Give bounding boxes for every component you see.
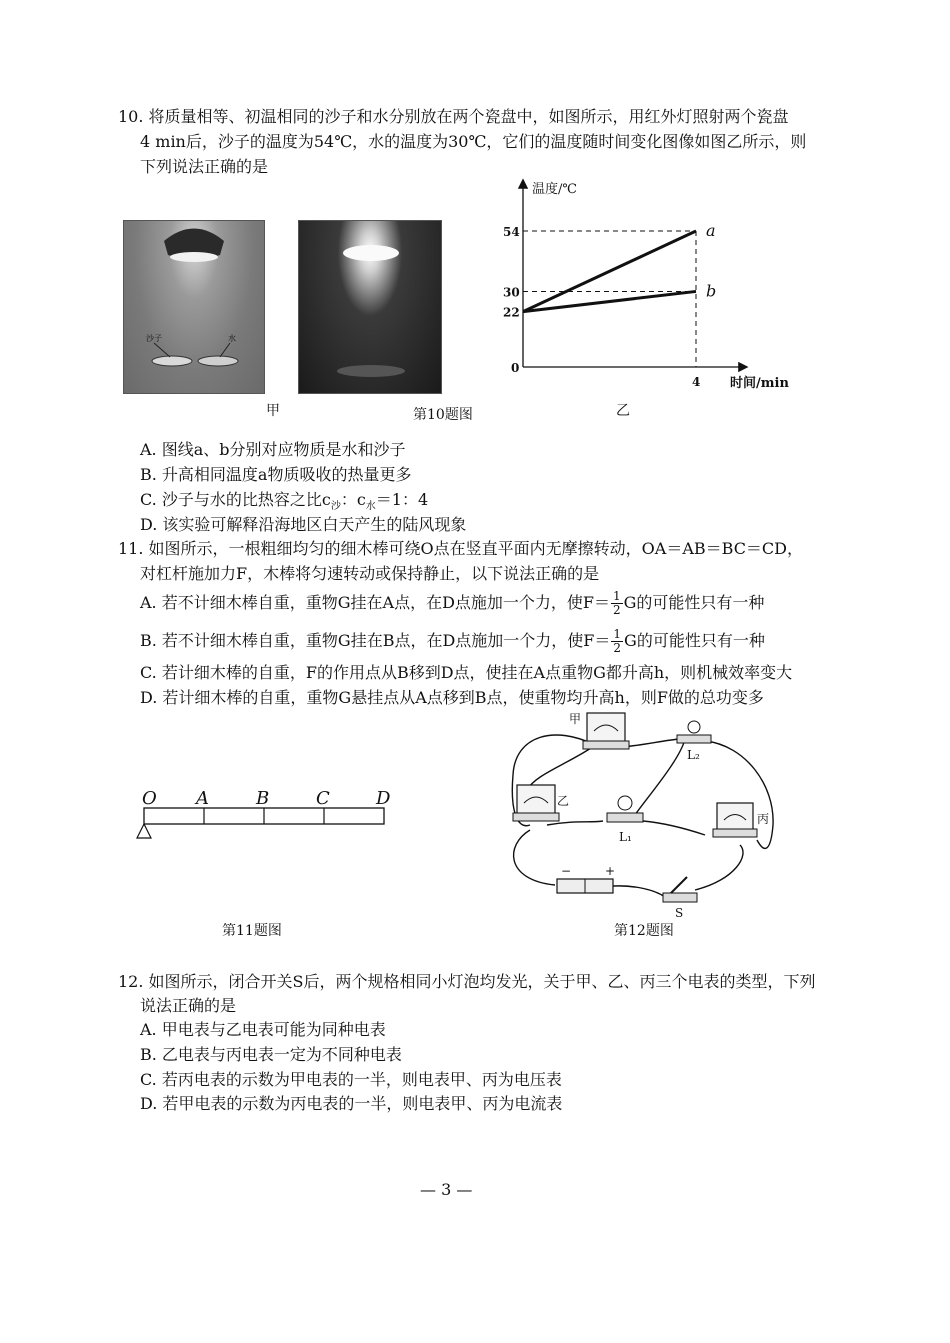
q11-option-d: D. 若计细木棒的自重，重物G悬挂点从A点移到B点，使重物均升高h，则F做的总功变多: [140, 688, 764, 707]
q11-stem-line1: 11. 如图所示，一根粗细均匀的细木棒可绕O点在竖直平面内无摩擦转动，OA＝AB＝BC＝CD，: [118, 539, 804, 558]
q10-temperature-chart: [490, 175, 790, 395]
lever-label-b: B: [256, 788, 270, 809]
q10-photo-jia-1-drawing: [124, 221, 264, 393]
q11-stem-line2: 对杠杆施加力F，木棒将匀速转动或保持静止，以下说法正确的是: [140, 564, 600, 583]
lever-label-a: A: [196, 788, 209, 809]
q10-option-a: A. 图线a、b分别对应物质是水和沙子: [140, 440, 406, 459]
q12-stem-line2: 说法正确的是: [140, 996, 237, 1015]
chart-series-label-a: a: [706, 221, 716, 240]
switch-label-s: S: [675, 906, 684, 920]
lever-label-d: D: [376, 788, 391, 809]
q10-option-c: C. 沙子与水的比热容之比$c_沙$：$c_水=1$：4: [140, 490, 429, 513]
q10-option-d: D. 该实验可解释沿海地区白天产生的陆风现象: [140, 515, 467, 534]
q10-photo-jia-1: [123, 220, 265, 394]
chart-y-tick-22: 22: [503, 305, 520, 320]
q11-option-a: A. 若不计细木棒自重，重物G挂在A点，在D点施加一个力，使F＝ $\frac{1}{2}$ G的可能性只有一种: [140, 589, 765, 617]
battery-minus-label: −: [561, 864, 572, 878]
q10-fig-label-yi: 乙: [616, 403, 630, 419]
lamp-label-l1: L₁: [619, 830, 632, 844]
q10-photo-label-water: 水: [228, 334, 236, 343]
q12-stem-line1: 12. 如图所示，闭合开关S后，两个规格相同小灯泡均发光，关于甲、乙、丙三个电表的类型，下列: [118, 972, 816, 991]
chart-line-a: [523, 231, 696, 312]
lever-pivot: [137, 824, 151, 838]
q11-fraction-a: $\frac{1}{2}$: [613, 589, 621, 617]
q12-option-d: D. 若甲电表的示数为丙电表的一半，则电表甲、丙为电流表: [140, 1094, 563, 1113]
lamp-label-l2: L₂: [687, 748, 700, 762]
meter-jia: [583, 713, 629, 749]
q10-photo-label-sand: 沙子: [146, 334, 162, 343]
chart-series-label-b: b: [706, 281, 717, 301]
lamp-l1: [607, 796, 643, 822]
lever-label-c: C: [316, 788, 330, 809]
chart-x-tick-4: 4: [692, 375, 701, 389]
q12-option-c: C. 若丙电表的示数为甲电表的一半，则电表甲、丙为电压表: [140, 1070, 562, 1089]
chart-origin-label: 0: [511, 361, 520, 375]
q10-photo-jia-2-drawing: [299, 221, 441, 393]
q11-fraction-b: $\frac{1}{2}$: [613, 627, 622, 655]
q11-option-c: C. 若计细木棒的自重，F的作用点从B移到D点，使挂在A点重物G都升高h，则机械效率变大: [140, 663, 793, 682]
lever-label-o: O: [142, 788, 157, 809]
q10-option-b: B. 升高相同温度a物质吸收的热量更多: [140, 465, 412, 484]
battery-plus-label: +: [605, 864, 616, 878]
meter-label-bing: 丙: [757, 812, 770, 826]
q12-option-a: A. 甲电表与乙电表可能为同种电表: [140, 1020, 386, 1039]
q11-option-b: B. 若不计细木棒自重，重物G挂在B点，在D点施加一个力，使F＝ $\frac{1}{2}$ G的可能性只有一种: [140, 627, 765, 655]
q11-lever-figure: [130, 780, 400, 850]
q10-photo-jia-2: [298, 220, 442, 394]
switch-s: [663, 877, 697, 902]
chart-y-label: 温度/℃: [532, 182, 577, 197]
q12-option-b: B. 乙电表与丙电表一定为不同种电表: [140, 1045, 402, 1064]
page-number: — 3 —: [420, 1180, 473, 1199]
q10-stem-line2: 4 min后，沙子的温度为54℃，水的温度为30℃，它们的温度随时间变化图像如图乙所示，则: [140, 132, 807, 151]
chart-y-tick-54: 54: [503, 225, 520, 239]
q12-fig-caption: 第12题图: [614, 923, 674, 939]
q10-fig-label-jia: 甲: [266, 403, 280, 419]
q10-stem-line1: 10. 将质量相等、初温相同的沙子和水分别放在两个瓷盘中，如图所示，用红外灯照射两个瓷盘: [118, 107, 789, 126]
q12-circuit-figure: [495, 705, 795, 920]
chart-line-b: [523, 291, 696, 311]
q11-fig-caption: 第11题图: [222, 923, 282, 939]
meter-label-jia: 甲: [569, 712, 582, 726]
meter-bing: [713, 803, 757, 837]
q10-fig-caption: 第10题图: [413, 407, 473, 423]
battery: [557, 879, 613, 893]
chart-y-tick-30: 30: [503, 285, 520, 300]
chart-x-label: 时间/min: [730, 376, 789, 391]
meter-label-yi: 乙: [557, 794, 570, 808]
meter-yi: [513, 785, 559, 821]
q10-stem-line3: 下列说法正确的是: [140, 157, 269, 176]
lamp-l2: [677, 721, 711, 743]
